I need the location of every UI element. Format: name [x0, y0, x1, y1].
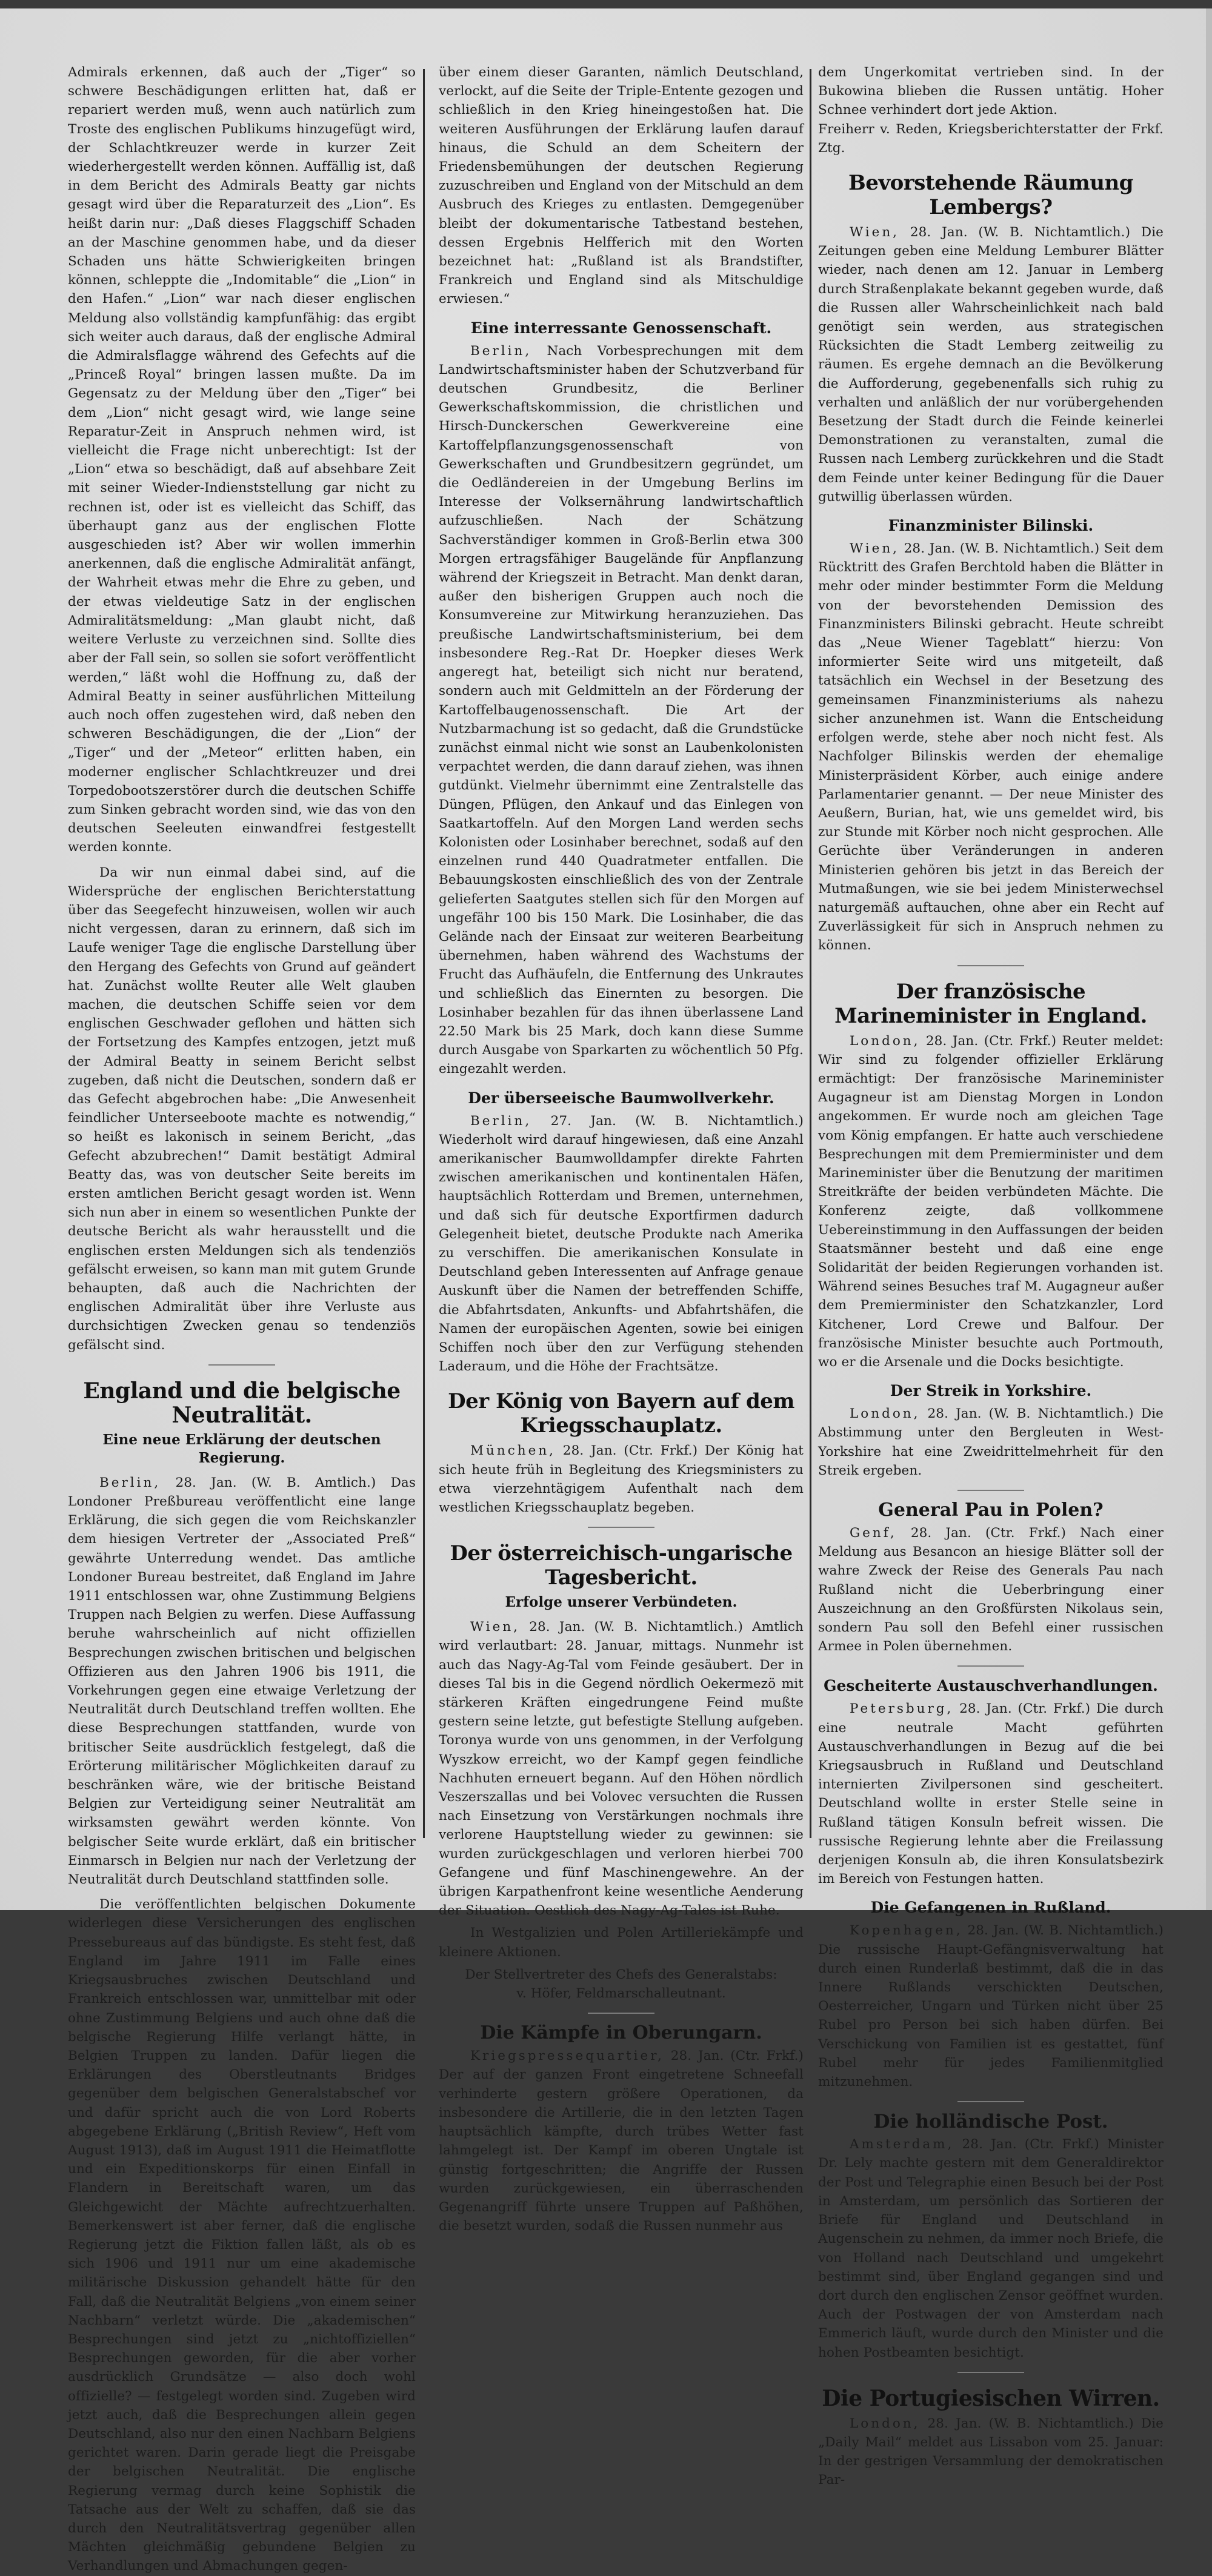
- article-text: Nach Vorbesprechungen mit dem Landwirtschaftsminister haben der Schutzverband für deutschen Grundbesitz, die Berliner Gewerkschaftskommission, die christlichen und Hirsch-Dunckerschen Gewerkvereine eine Kartoffelpflanzungsgenossenschaft von Gewerkschaften und Grundbesitzern gegründet, um die Oedländereien in der Umgebung Berlins im Interesse der Volksernährung landwirtschaftlich aufzuschließen. Nach der Schätzung Sachverständiger kommen in Groß-Berlin etwa 300 Morgen ertragsfähiger Baugelände für Anpflanzung während der Kriegszeit in Betracht. Man denkt daran, außer den bisherigen Gruppen auch noch die Konsumvereine zur Mitwirkung heranzuziehen. Das preußische Landwirtschaftsministerium, bei dem insbesondere Reg.-Rat Dr. Hoepker dieses Werk angeregt hat, beteiligt sich nicht nur beratend, sondern auch mit Geldmitteln an der Förderung der Kartoffelbaugenossenschaft. Die Art der Nutzbarmachung ist so gedacht, daß die Grundstücke zunächst einmal nicht wie sonst an Laubenkolonisten verpachtet werden, die dann darauf ziehen, was ihnen gutdünkt. Vielmehr übernimmt eine Zentralstelle das Düngen, Pflügen, den Ankauf und das Einlegen von Saatkartoffeln. Auf den Morgen Land werden sechs Kolonisten oder Losinhaber berechnet, sodaß auf den einzelnen rund 440 Quadratmeter entfallen. Die Bebauungskosten einschließlich des von der Zentrale gelieferten Saatgutes stellen sich für den Morgen auf ungefähr 100 bis 150 Mark. Die Losinhaber, die das Gelände nach der Einsaat zur weiteren Bearbeitung übernehmen, haben während des Wachstums der Frucht das Aufhäufeln, die Entfernung des Unkrautes und schließlich das Einernten zu besorgen. Die Losinhaber bezahlen für das ihnen überlassene Land 22.50 Mark bis 25 Mark, doch kann diese Summe durch Ausgabe von Sparkarten zu wöchentlich 50 Pfg. eingezahlt werden.: [439, 343, 804, 1077]
- dateline: London,: [850, 1033, 921, 1049]
- article-paragraph: [818, 1921, 1164, 2091]
- dateline: Kriegspressequartier,: [470, 2048, 664, 2064]
- article-paragraph: Die veröffentlichten belgischen Dokumente widerlegen diese Versicherungen des englischen Pressebureaus auf das bündigste. Es steht fest, daß England im Jahre 1911 im Falle eines Kriegsausbruches zwischen Deutschland und Frankreich entschlossen war, unmittelbar mit oder ohne Zustimmung Belgiens und auch ohne daß die belgische Regierung Hilfe verlangt hätte, in Belgien Truppen zu landen. Dafür liegen die Erklärungen des Oberstleutnants Bridges gegenüber dem belgischen Generalstabschef vor und dafür spricht auch die von Lord Roberts abgegebene Erklärung („British Review“, Heft vom August 1913), daß im August 1911 die Heimatflotte und ein Expeditionskorps für einen Einfall in Flandern in Bereitschaft waren, um das Gleichgewicht der Mächte aufrechtzuerhalten. Bemerkenswert ist aber ferner, daß die englische Regierung jetzt die Fiktion fallen läßt, als ob es sich 1906 und 1911 nur um eine akademische militärische Diskussion gehandelt hätte für den Fall, daß die Neutralität Belgiens „von einem seiner Nachbarn“ verletzt würde. Die „akademischen“ Besprechungen sind jetzt zu „nichtoffiziellen“ Besprechungen geworden, für die aber vorher ausdrücklich Grundsätze — also doch wohl offizielle? — festgelegt worden sind. Zugeben wird jetzt auch, daß die Besprechungen allein gegen Deutschland, also nur den einen Nachbarn Belgiens gerichtet waren. Darin gerade liegt die Preisgabe der belgischen Neutralität. Die englische Regierung vermag durch keine Sophistik die Tatsache aus der Welt zu schaffen, daß sie das durch den Neutralitätsvertrag gegenüber allen Mächten gleichmäßig gebundene Belgien zu Verhandlungen und Abmachungen gegen-: [68, 1897, 416, 2574]
- headline-oberungarn: Die Kämpfe in Oberungarn.: [480, 2022, 762, 2044]
- subheadline-tagesbericht: Erfolge unserer Verbündeten.: [505, 1594, 738, 1611]
- dateline: Berlin,: [470, 1113, 532, 1129]
- column-right: [818, 63, 1164, 2490]
- headline-tagesbericht: Der österreichisch-ungarische Tagesbericht.: [450, 1541, 793, 1590]
- article-text: 28. Jan. (W. B. Amtlich.) Das Londoner Preßbureau veröffentlicht eine lange Erklärung, die sich gegen die vom Reichskanzler dem hiesigen Vertreter der „Associated Preß“ gewährte Unterredung wendet. Das amtliche Londoner Bureau bestreitet, daß England im Jahre 1911 entschlossen war, ohne Zustimmung Belgiens Truppen nach Belgien zu werfen. Diese Auffassung beruhe wahrscheinlich auf nicht offiziellen Besprechungen zwischen britischen und belgischen Offizieren aus den Jahren 1906 bis 1911, die Vorkehrungen gegen eine etwaige Verletzung der Neutralität durch Deutschland treffen wollten. Ehe diese Besprechungen stattfanden, wurde von britischer Seite ausdrücklich festgelegt, daß die Erörterung militärischer Möglichkeiten darauf zu beschränken wäre, wie der britische Beistand Belgien zur Verteidigung seiner Neutralität am wirksamsten gewährt werden könnte. Von belgischer Seite wurde erklärt, daß ein britischer Einmarsch in Belgien nur nach der Verletzung der Neutralität durch Deutschland stattfinden solle.: [68, 1475, 416, 1888]
- headline-yorkshire: Der Streik in Yorkshire.: [890, 1382, 1092, 1400]
- dateline: Wien,: [850, 541, 900, 557]
- article-text: 28. Jan. (Ctr. Frkf.) Nach einer Meldung aus Besancon an hiesige Blätter soll der wahre Zweck der Reise des Generals Pau nach Rußland nicht die Ueberbringung einer Auszeichnung an den Großfürsten Nikolaus sein, sondern Pau soll den Befehl einer russischen Armee in Polen übernehmen.: [818, 1525, 1164, 1655]
- headline-gefangene: Die Gefangenen in Rußland.: [870, 1899, 1111, 1917]
- article-paragraph: In Westgalizien und Polen Artilleriekämpfe und kleinere Aktionen.: [439, 1925, 804, 1960]
- headline-bayern: Der König von Bayern auf dem Kriegsschauplatz.: [448, 1389, 794, 1438]
- signature-line: Der Stellvertreter des Chefs des Generalstabs:: [465, 1967, 777, 1982]
- section-divider: [957, 965, 1024, 966]
- article-text: 28. Jan. (W. B. Nichtamtlich.) Die Abstimmung unter den Bergleuten in West-Yorkshire hat eine Zweidrittelmehrheit für den Streik ergeben.: [818, 1406, 1164, 1478]
- section-divider: [588, 2013, 654, 2014]
- headline-baumwolle: Der überseeische Baumwollverkehr.: [468, 1089, 774, 1107]
- headline-portugal: Die Portugiesischen Wirren.: [822, 2385, 1160, 2411]
- article-continuation-paragraph: Admirals erkennen, daß auch der „Tiger“ so schwere Beschädigungen erlitten hat, daß er repariert werden muß, wenn auch natürlich zum Troste des englischen Publikums hinzugefügt wird, der Schlachtkreuzer werde in kurzer Zeit wiederhergestellt werden können. Auffällig ist, daß in dem Bericht des Admirals Beatty gar nichts gesagt wird über die Reparaturzeit des „Lion“. Es heißt darin nur: „Daß dieses Flaggschiff Schaden an der Maschine genommen habe, und da dieser Schaden uns hätte Schwierigkeiten bringen können, schleppte die „Indomitable“ die „Lion“ in den Hafen.“ „Lion“ war nach dieser englischen Meldung also vollständig kampfunfähig: das ergibt sich weiter auch daraus, daß der englische Admiral die Admiralsflagge während des Gefechts auf die „Princeß Royal“ bringen lassen mußte. Da im Gegensatz zu der Meldung über den „Tiger“ bei dem „Lion“ nicht gesagt wird, wie lange seine Reparatur-Zeit in Anspruch nehmen wird, ist vielleicht die Frage nicht unberechtigt: Ist der „Lion“ etwa so beschädigt, daß auf absehbare Zeit mit seiner Wieder-Indienststellung gar nicht zu rechnen ist, oder ist es vielleicht das Schiff, das überhaupt ganz aus der englischen Flotte ausgeschieden ist? Aber wir wollen immerhin anerkennen, daß die englische Admiralität anfängt, der Wahrheit etwas mehr die Ehre zu geben, und der etwas vieldeutige Satz in der englischen Admiralitätsmeldung: „Man glaubt nicht, daß weitere Verluste zu verzeichnen sind. Sollte dies aber der Fall sein, so sollen sie sofort veröffentlicht werden,“ läßt wohl die Hoffnung zu, daß der Admiral Beatty in seiner ausführlichen Mitteilung auch noch offen zugestehen wird, daß neben den schweren Beschädigungen, die der „Lion“ der „Tiger“ und der „Meteor“ erlitten haben, ein moderner englischer Schlachtkreuzer und drei Torpedobootszerstörer durch die deutschen Schiffe zum Sinken gebracht worden sind, wie das von den deutschen Seeleuten einwandfrei festgestellt werden konnte.: [68, 65, 416, 855]
- article-text: 28. Jan. (Ctr. Frkf.) Minister Dr. Lely machte gestern mit dem Generaldirektor der Post und Telegraphie einen Besuch bei der Post in Amsterdam, um persönlich das Sortieren der Briefe für England und Deutschland in Augenschein zu nehmen, da immer noch Briefe, die von Holland nach Deutschland und umgekehrt bestimmt sind, über England gegangen sind und dort durch den englischen Zensor geöffnet wurden. Auch der Postwagen der von Amsterdam nach Emmerich läuft, wurde durch den Minister und die hohen Postbeamten besichtigt.: [818, 2137, 1164, 2360]
- article-paragraph: [818, 1404, 1164, 1480]
- article-text: 28. Jan. (Ctr. Frkf.) Der König hat sich heute früh in Begleitung des Kriegsministers zu etwa vierzehntägigem Aufenthalt nach dem westlichen Kriegsschauplatz begeben.: [439, 1443, 804, 1516]
- section-divider: [957, 2101, 1024, 2102]
- article-paragraph: [818, 2414, 1164, 2490]
- article-paragraph: [818, 539, 1164, 955]
- page-edge: [1206, 8, 1212, 1910]
- correspondent-signature: Freiherr v. Reden, Kriegsberichterstatter der Frkf. Ztg.: [818, 121, 1164, 156]
- column-left: [68, 63, 416, 2576]
- dateline: Berlin,: [99, 1475, 161, 1490]
- article-paragraph: [439, 1112, 804, 1376]
- dateline: Wien,: [470, 1619, 521, 1635]
- article-text: 28. Jan. (W. B. Nichtamtlich.) Die „Daily Mail“ meldet aus Lissabon vom 25. Januar: In der gestrigen Versammlung der demokratischen Par-: [818, 2415, 1164, 2488]
- article-paragraph: [439, 1441, 804, 1517]
- headline-lemberg: Bevorstehende Räumung Lembergs?: [848, 171, 1133, 220]
- article-paragraph: [818, 223, 1164, 506]
- article-paragraph: [439, 342, 804, 1079]
- article-paragraph: [818, 1699, 1164, 1888]
- article-paragraph: [439, 2047, 804, 2236]
- article-text: 27. Jan. (W. B. Nichtamtlich.) Wiederholt wird darauf hingewiesen, daß eine Anzahl amerikanischer Baumwolldampfer direkte Fahrten zwischen amerikanischen und kontinentalen Häfen, hauptsächlich Rotterdam und Bremen, unternehmen, und daß sich für deutsche Exportfirmen dadurch Gelegenheit bietet, deutsche Produkte nach Amerika zu verschiffen. Die amerikanischen Konsulate in Deutschland geben Interessenten auf Anfrage genaue Auskunft über die Namen der betreffenden Schiffe, die Abfahrtsdaten, Ankunfts- und Abfahrtshäfen, die Namen der europäischen Agenten, sowie bei einigen Schiffen noch über den zur Verfügung stehenden Laderaum, und die Höhe der Frachtsätze.: [439, 1113, 804, 1375]
- section-divider: [957, 1490, 1024, 1491]
- dateline: Kopenhagen,: [850, 1923, 963, 1939]
- dateline: Petersburg,: [850, 1701, 954, 1717]
- column-rule-left: [423, 69, 425, 1838]
- article-continuation-paragraph: über einem dieser Garanten, nämlich Deutschland, verlockt, auf die Seite der Triple-Entente gezogen und schließlich in den Krieg hineingestoßen hat. Die weiteren Ausführungen der Erklärung laufen darauf hinaus, die Schuld an dem Scheitern der Friedensbemühungen der deutschen Regierung zuzuschreiben und England von der Mitschuld an dem Ausbruch des Krieges zu entlasten. Demgegenüber bleibt der dokumentarische Tatbestand bestehen, dessen Ergebnis Helfferich mit den Worten bezeichnet hat: „Rußland ist als Brandstifter, Frankreich und England sind als Mitschuldige erwiesen.“: [439, 65, 804, 307]
- article-continuation-paragraph: dem Ungerkomitat vertrieben sind. In der Bukowina blieben die Russen untätig. Hoher Schnee verhindert dort jede Aktion.: [818, 65, 1164, 118]
- dateline: Berlin,: [470, 343, 532, 359]
- dateline: London,: [850, 1406, 921, 1422]
- headline-post: Die holländische Post.: [873, 2111, 1108, 2133]
- article-continuation-paragraph: Da wir nun einmal dabei sind, auf die Widersprüche der englischen Berichterstattung über das Seegefecht hinzuweisen, wollen wir auch nicht vergessen, daran zu erinnern, daß sich im Laufe weniger Tage die englische Darstellung über den Hergang des Gefechts von Grund auf geändert hat. Zunächst wollte Reuter alle Welt glauben machen, die deutschen Schiffe seien vor dem englischen Geschwader geflohen und hätten sich der Fortsetzung des Kampfes entzogen, jetzt muß der Admiral Beatty in seinem Bericht selbst zugeben, daß nicht die Deutschen, sondern daß er das Gefecht abgebrochen habe: „Die Anwesenheit feindlicher Unterseeboote machte es notwendig,“ so heißt es lakonisch in seinem Bericht, „das Gefecht abzubrechen!“ Damit bestätigt Admiral Beatty das, was von deutscher Seite bereits im ersten amtlichen Bericht gesagt worden ist. Wenn sich nun aber in einem so wesentlichen Punkte der deutsche Bericht als wahr herausstellt und die englischen ersten Meldungen sich als tendenziös gefälscht erweisen, so kann man mit gutem Grunde behaupten, daß auch die Nachrichten der englischen Admiralität über ihre Verluste aus durchsichtigen Zwecken genau so tendenziös gefälscht sind.: [68, 865, 416, 1353]
- headline-bilinski: Finanzminister Bilinski.: [888, 517, 1094, 535]
- article-text: 28. Jan. (Ctr. Frkf.) Reuter meldet: Wir sind zu folgender offizieller Erklärung ermächtigt: Der französische Marineminister Augagneur ist am Dienstag Morgen in London angekommen. Er wurde noch am gleichen Tage vom König empfangen. Er hatte auch verschiedene Besprechungen mit dem Premierminister und dem Marineminister über die Benutzung der maritimen Streitkräfte der beiden verbündeten Mächte. Die Konferenz zeigte, daß vollkommene Uebereinstimmung in den Auffassungen der beiden Staatsmänner besteht und daß eine enge Solidarität der beiden Regierungen vorhanden ist. Während seines Besuches traf M. Augagneur außer dem Premierminister den Schatzkanzler, Lord Kitchener, Lord Crewe und Balfour. Der französische Minister besuchte auch Portmouth, wo er die Arsenale und die Docks besichtigte.: [818, 1033, 1164, 1370]
- column-middle: [439, 63, 804, 2236]
- article-text: 28. Jan. (Ctr. Frkf.) Die durch eine neutrale Macht geführten Austauschverhandlungen in Bezug auf die bei Kriegsausbruch in Rußland und Deutschland internierten Zivilpersonen sind gescheitert. Deutschland wollte in erster Stelle seine in Rußland tätigen Konsuln befreit wissen. Die russische Regierung lehnte aber die Freilassung derjenigen Konsuln ab, die ihren Konsulatsbezirk im Bereich von Festungen hatten.: [818, 1701, 1164, 1887]
- dateline: Genf,: [850, 1525, 897, 1541]
- headline-marineminister: Der französische Marineminister in England.: [834, 979, 1147, 1028]
- dateline: Amsterdam,: [850, 2137, 954, 2153]
- headline-genossenschaft: Eine interressante Genossenschaft.: [470, 319, 772, 337]
- article-paragraph: [818, 1524, 1164, 1656]
- article-paragraph: [818, 1032, 1164, 1372]
- article-text: 28. Jan. (W. B. Nichtamtlich.) Die Zeitungen geben eine Meldung Lemburer Blätter wieder, nach denen am 12. Januar in Lemberg durch Straßenplakate bekannt gegeben wurde, daß die Russen aller Wahrscheinlichkeit nach bald genötigt sein werden, aus strategischen Rücksichten die Stadt Lemberg zeitweilig zu räumen. Es ergehe demnach an die Bevölkerung die Aufforderung, gegebenenfalls sich ruhig zu verhalten und anläßlich der nur vorübergehenden Besetzung der Stadt durch die Feinde keinerlei Demonstrationen zu veranstalten, zumal die Russen nach Lemberg zurückkehren und die Stadt dem Feinde unter keiner Bedingung für die Dauer gutwillig überlassen würden.: [818, 225, 1164, 505]
- headline-pau: General Pau in Polen?: [878, 1499, 1104, 1521]
- dateline: London,: [850, 2415, 921, 2431]
- article-paragraph: [818, 2135, 1164, 2362]
- signature-name: v. Höfer, Feldmarschalleutnant.: [516, 1986, 726, 2002]
- headline-belgium: England und die belgische Neutralität.: [83, 1378, 401, 1428]
- article-text: 28. Jan. (W. B. Nichtamtlich.) Die russische Haupt-Gefängnisverwaltung hat durch einen Runderlaß bestimmt, daß die in das Innere Rußlands verschickten Deutschen, Oesterreicher, Ungarn und Türken nicht über 25 Rubel pro Person bei sich haben dürfen. Bei Verschickung von Familien ist es gestattet, fünf Rubel mehr für jedes Familienmitglied mitzunehmen.: [818, 1923, 1164, 2090]
- column-rule-right: [810, 69, 811, 1838]
- newspaper-page: [0, 8, 1212, 2574]
- article-paragraph: [68, 1473, 416, 1889]
- section-divider: [208, 1364, 275, 1366]
- section-divider: [588, 1527, 654, 1528]
- article-text: 28. Jan. (Ctr. Frkf.) Der auf der ganzen Front eingetretene Schneefall verhinderte gestern größere Operationen, da insbesondere die Artillerie, die in den letzten Tagen hauptsächlich kämpfte, durch trübes Wetter fast lahmgelegt ist. Der Kampf im oberen Ungtale ist günstig fortgeschritten; die Angriffe der Russen wurden zurückgewiesen, ein überraschenden Gegenangriff führte unsere Truppen auf Paßhöhen, die besetzt wurden, sodaß die Russen nunmehr aus: [439, 2048, 804, 2234]
- dateline: Wien,: [850, 225, 900, 241]
- article-text: 28. Jan. (W. B. Nichtamtlich.) Seit dem Rücktritt des Grafen Berchtold haben die Blätter in mehr oder minder bestimmter Form die Meldung von der bevorstehenden Demission des Finanzministers Bilinski gebracht. Heute schreibt das „Neue Wiener Tageblatt“ hierzu: Von informierter Seite wird uns mitgeteilt, daß tatsächlich ein Wechsel in der Besetzung des gemeinsamen Finanzministeriums als nahezu sicher anzunehmen ist. Wann die Entscheidung erfolgen werde, stehe aber noch nicht fest. Als Nachfolger Bilinskis werden der ehemalige Ministerpräsident Körber, auch einige andere Parlamentarier genannt. — Der neue Minister des Aeußern, Burian, hat, wie uns gemeldet wird, bis zur Stunde mit Körber noch nicht gesprochen. Alle Gerüchte über Veränderungen in anderen Ministerien gehören bis jetzt in das Bereich der Mutmaßungen, wie sie bei jedem Ministerwechsel naturgemäß auftauchen, ohne aber ein Recht auf Zuverlässigkeit für sich in Anspruch nehmen zu können.: [818, 541, 1164, 954]
- article-text: 28. Jan. (W. B. Nichtamtlich.) Amtlich wird verlautbart: 28. Januar, mittags. Nunmehr ist auch das Nagy-Ag-Tal vom Feinde gesäubert. Der in dieses Tal bis in die Gegend nördlich Oekermezö mit stärkeren Kräften eingedrungene Feind mußte gestern seine letzte, gut befestigte Stellung aufgeben. Toronya wurde von uns genommen, in der Verfolgung Wyszkow erreicht, wo der Kampf gegen feindliche Nachhuten erneuert begann. Auf den Höhen nördlich Veszerszallas und bei Volovec versuchten die Russen nach Einsetzung von Verstärkungen nochmals ihre verlorene Hauptstellung wieder zu gewinnen: sie wurden zurückgeschlagen und verloren hierbei 700 Gefangene und fünf Maschinengewehre. An der übrigen Karpathenfront keine wesentliche Aenderung der Situation. Oestlich des Nagy-Ag-Tales ist Ruhe.: [439, 1619, 804, 1919]
- headline-austausch: Gescheiterte Austauschverhandlungen.: [824, 1677, 1158, 1695]
- dateline: München,: [470, 1443, 556, 1459]
- subheadline-belgium: Eine neue Erklärung der deutschen Regierung.: [102, 1431, 381, 1466]
- section-divider: [957, 1665, 1024, 1667]
- article-paragraph: [439, 1618, 804, 1920]
- section-divider: [957, 2372, 1024, 2373]
